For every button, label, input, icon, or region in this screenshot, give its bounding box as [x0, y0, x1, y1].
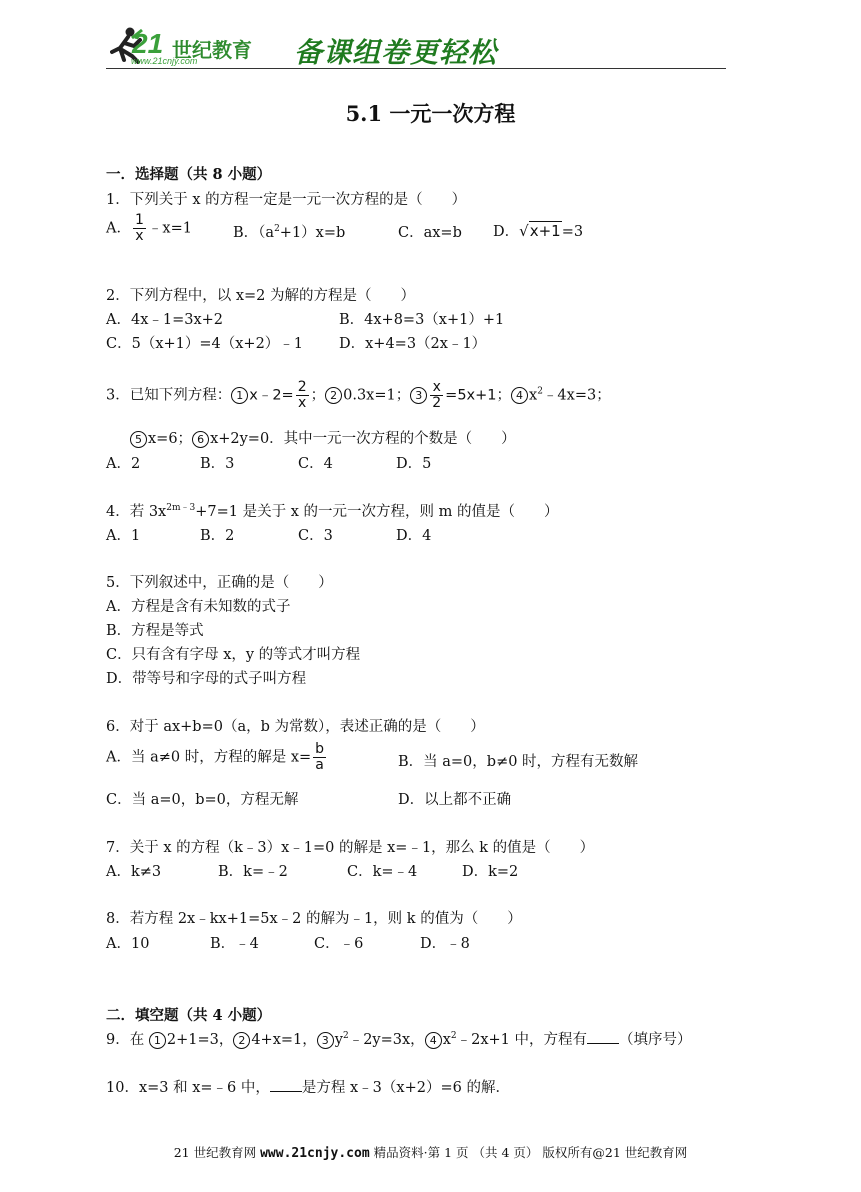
q1-option-a: A． $\frac{1}{x}$ ﹣x=1	[106, 212, 192, 244]
logo-number: 21	[132, 28, 164, 59]
logo-url: www.21cnjy.com	[131, 56, 198, 66]
q4-option-d: D．4	[396, 528, 432, 544]
q7-option-c: C．k=﹣4	[347, 864, 418, 880]
q3-option-c: C．4	[298, 456, 333, 472]
q3-equations-row2: 5 x=6； 6 x+2y=0．其中一元一次方程的个数是（ ）	[130, 427, 516, 448]
page-footer: 21 世纪教育网 www.21cnjy.com 精品资料·第 1 页 （共 4 页） 版权所有@21 世纪教育网	[173, 1145, 688, 1161]
q7-option-a: A．k≠3	[106, 864, 162, 880]
q4-option-b: B．2	[200, 528, 235, 544]
q1-option-c: C．ax=b	[398, 225, 462, 241]
q8-stem: 8．若方程 2x﹣kx+1=5x﹣2 的解为﹣1，则 k 的值为（ ）	[106, 911, 522, 927]
q5-option-c: C．只有含有字母 x，y 的等式才叫方程	[106, 647, 361, 663]
logo-text: 世纪教育	[172, 38, 252, 62]
q9-stem: 9．在 1 2+1=3， 2 4+x=1， 3 $y^2﹣2y=3x$， 4 $x^2﹣2x+1$ 中，方程有 （填序号）	[106, 1031, 692, 1048]
q5-option-b: B．方程是等式	[106, 623, 204, 639]
q2-option-a: A．4x﹣1=3x+2	[106, 312, 224, 328]
q3-option-a: A．2	[106, 456, 141, 472]
q2-stem: 2．下列方程中，以 x=2 为解的方程是（ ）	[106, 288, 415, 304]
q4-stem: 4．若 $3x^{2m﹣3}+7=1$ 是关于 x 的一元一次方程，则 m 的值是（ ）	[106, 503, 559, 520]
q7-option-b: B．k=﹣2	[218, 864, 288, 880]
q8-option-d: D．﹣8	[420, 936, 470, 952]
q10-answer-blank[interactable]	[270, 1079, 302, 1092]
q6-option-b: B．当 a=0，b≠0 时，方程有无数解	[398, 754, 639, 770]
q5-stem: 5．下列叙述中，正确的是（ ）	[106, 575, 333, 591]
q3-option-b: B．3	[200, 456, 235, 472]
header-slogan: 备课组卷更轻松	[294, 36, 498, 69]
section-heading-fill: 二．填空题（共 4 小题）	[106, 1007, 272, 1024]
q5-option-a: A．方程是含有未知数的式子	[106, 599, 291, 615]
section-heading-choice: 一．选择题（共 8 小题）	[106, 166, 272, 183]
q8-option-c: C．﹣6	[314, 936, 364, 952]
q9-answer-blank[interactable]	[587, 1031, 619, 1044]
q3-option-d: D．5	[396, 456, 432, 472]
q6-option-d: D．以上都不正确	[398, 792, 512, 808]
q1-stem: 1．下列关于 x 的方程一定是一元一次方程的是（ ）	[106, 192, 467, 208]
q7-option-d: D．k=2	[462, 864, 519, 880]
q6-stem: 6．对于 ax+b=0（a，b 为常数），表述正确的是（ ）	[106, 719, 485, 735]
q5-option-d: D．带等号和字母的式子叫方程	[106, 671, 307, 687]
q1-option-d: D．√x+1=3	[493, 222, 584, 240]
q1-option-b: B．$(a^2+1)x=b$	[233, 224, 346, 241]
header-divider	[106, 68, 726, 69]
q2-option-c: C．5（x+1）=4（x+2）﹣1	[106, 336, 304, 352]
q7-stem: 7．关于 x 的方程（k﹣3）x﹣1=0 的解是 x=﹣1，那么 k 的值是（ ）	[106, 840, 595, 856]
q2-option-d: D．x+4=3（2x﹣1）	[339, 336, 487, 352]
q3-equations-row1: 3．已知下列方程： 1 x﹣2= $\frac{2}{x}$ ； 2 0.3x=1； 3 $\frac{x}{2}$ =5x+1； 4 $x^2﹣4x=3$；	[106, 379, 611, 411]
q2-option-b: B．4x+8=3（x+1）+1	[339, 312, 505, 328]
q8-option-a: A．10	[106, 936, 150, 952]
page-title: 5.1 一元一次方程	[345, 101, 516, 126]
q8-option-b: B．﹣4	[210, 936, 259, 952]
q6-option-c: C．当 a=0，b=0，方程无解	[106, 792, 299, 808]
q10-stem: 10．x=3 和 x=﹣6 中， 是方程 x﹣3（x+2）=6 的解．	[106, 1080, 510, 1096]
q4-option-a: A．1	[106, 528, 141, 544]
q6-option-a: A．当 a≠0 时，方程的解是 x= $\frac{b}{a}$	[106, 741, 325, 773]
q4-option-c: C．3	[298, 528, 333, 544]
